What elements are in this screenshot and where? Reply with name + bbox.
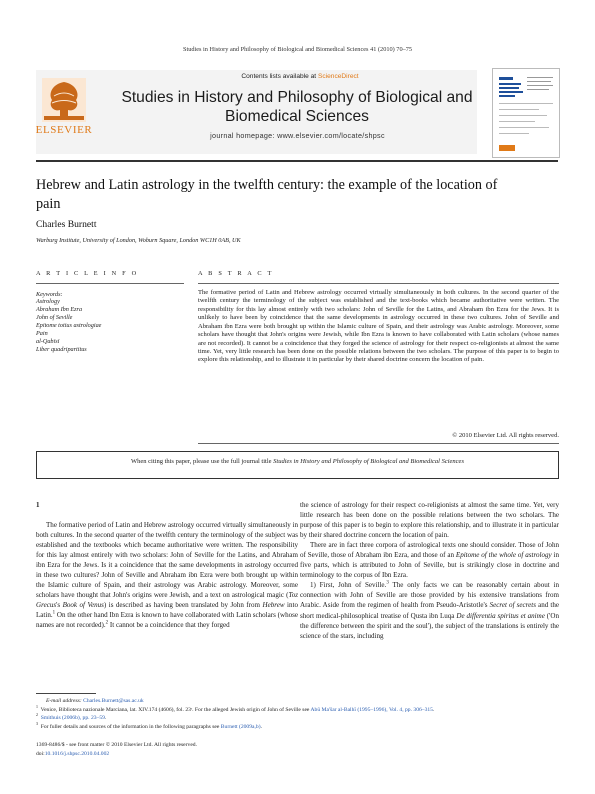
keywords-label: Keywords:: [36, 291, 63, 298]
body-paragraph: 1) First, John of Seville.$^3$ The only facts we can be reasonably certain about in connection with John of Seville are those provided by his extensive translations from Arabic. Aside from the regimen of health from Pseudo-Aristotle's Secret of secrets and the short medical-philosophical treatise of Qusta ibn Luqa De differentia spiritus et anime ('On the difference between the spirit and the soul'), the subject of the translations is entirely the science of the stars, including: [300, 581, 559, 640]
author-affiliation: Warburg Institute, University of London, Woburn Square, London WC1H 0AB, UK: [36, 237, 241, 244]
doi-link[interactable]: 10.1016/j.shpsc.2010.04.002: [44, 751, 110, 757]
reference-link[interactable]: Burnett (2009a,b): [220, 723, 261, 730]
abstract-heading: A B S T R A C T: [198, 270, 274, 277]
author-name: Charles Burnett: [36, 219, 97, 230]
keyword-item: Astrology: [36, 298, 60, 305]
journal-cover-thumbnail: [492, 68, 560, 158]
author-email-note: E-mail address: Charles.Burnett@sas.ac.uk: [46, 698, 144, 704]
footnote-2: $^2$ Smithuis (2006b), pp. 23–59.: [36, 713, 107, 722]
journal-title: Studies in History and Philosophy of Biological and Biomedical Sciences: [121, 89, 473, 125]
footnote-rule: [36, 693, 96, 694]
journal-homepage[interactable]: journal homepage: www.elsevier.com/locate/shpsc: [210, 131, 385, 140]
footnotes: [36, 697, 559, 731]
elsevier-tree-logo-icon: [40, 76, 88, 124]
masthead-rule: [36, 160, 558, 162]
issn-line: 1369-8486/$ - see front matter © 2010 Elsevier Ltd. All rights reserved.: [36, 742, 197, 748]
keyword-item: Epitome totius astrologiae: [36, 322, 102, 329]
citation-notice-prefix: When citing this paper, please use the full journal title: [131, 458, 274, 465]
article-info-heading: A R T I C L E I N F O: [36, 270, 139, 277]
sciencedirect-link[interactable]: ScienceDirect: [317, 73, 359, 80]
reference-link[interactable]: Smithuis (2006b), pp. 23–59: [40, 715, 105, 722]
running-head: Studies in History and Philosophy of Biological and Biomedical Sciences 41 (2010) 70–75: [182, 46, 413, 53]
keyword-item: Liber quadripartitus: [36, 346, 87, 353]
article-title: Hebrew and Latin astrology in the twelfth century: the example of the location of pain: [36, 177, 498, 212]
body-right-column: [300, 500, 559, 641]
citation-notice: [36, 458, 559, 465]
abstract-bottom-rule: [198, 443, 559, 444]
keywords-list: [36, 298, 101, 354]
keyword-item: Pain: [36, 330, 48, 337]
elsevier-wordmark: ELSEVIER: [35, 124, 93, 136]
abstract-rule: [198, 283, 559, 284]
abstract-text: The formative period of Latin and Hebrew astrology occurred virtually simultaneously in both cultures. In the second quarter of the twelfth century the terminology of the subject was established and the text-books which became authoritative were written. The responsibility for this lay almost entirely with two scholars: John of Seville for the Latins, and Abraham ibn Ezra for the Jews. It is unlikely to have been by coincidence that the same developments in astrology occurred in these two cultures. John of Seville and Abraham ibn Ezra were both brought up within the Islamic culture of Spain, and their astrology was Arabic astrology. Moreover, some scholars have thought that John's origins were Jewish, while Ibn Ezra is known to have collaborated with Latin scholars (whose names are not recorded). It cannot be a coincidence that they forged the science of astrology for their respect co-religionists at almost the same time. Yet, very little research has been done on the possible relations between the two scholars. The purpose of this paper is to begin to explore this relationship, and to illustrate it in particular by their shared doctrine concern the location of pain.: [198, 289, 559, 364]
keyword-item: al-Qabīsī: [36, 338, 60, 345]
footnote-3: $^3$ For fuller details and sources of the information in the following paragraphs see Burnett (2009a,b).: [36, 721, 262, 730]
article-info-rule: [36, 283, 184, 284]
citation-notice-journal: Studies in History and Philosophy of Biological and Biomedical Sciences: [273, 458, 464, 465]
reference-link[interactable]: Abū Ma'šar al-Balhī (1995–1996), Vol. 4, pp. 306–315: [310, 706, 433, 713]
keyword-item: John of Seville: [36, 314, 73, 321]
body-paragraph: There are in fact three corpora of astrological texts one should consider. Those of John of Seville, those of Abraham ibn Ezra, and those of an Epitome of the whole of astrology in five parts, which is attributed to John of Seville, but is strikingly close in doctrine and terminology to the corpus of Ibn Ezra.: [300, 541, 560, 580]
issn-doi-block: [36, 741, 197, 759]
citation-notice-box: [36, 451, 559, 479]
doi-line: doi:10.1016/j.shpsc.2010.04.002: [36, 751, 110, 757]
footnote-1: $^1$ Venice, Biblioteca nazionale Marciana, lat. XIV.174 (4606), fol. 23ʳ. For the alleged Jewish origin of John of Seville see Abū Ma'šar al-Balhī (1995–1996), Vol. 4, pp. 306–315.: [36, 704, 435, 713]
abstract-copyright: © 2010 Elsevier Ltd. All rights reserved.: [452, 432, 559, 439]
contents-prefix: Contents lists available at: [241, 73, 318, 80]
body-left-column: [36, 520, 298, 631]
footnote-ref[interactable]: 2: [105, 621, 109, 627]
author-email-link[interactable]: Charles.Burnett@sas.ac.uk: [83, 698, 144, 704]
footnote-ref[interactable]: 3: [386, 581, 389, 587]
footnote-ref[interactable]: 1: [52, 611, 56, 617]
keyword-item: Abraham Ibn Ezra: [36, 306, 83, 313]
section-number: 1: [36, 501, 40, 509]
body-paragraph: the science of astrology for their respect co-religionists at almost the same time. Yet, very little research has been done on the possible relations between the two scholars. The purpose of this paper is to begin to explore this relationship, and to illustrate it in particular by their shared doctrine concern the location of pain.: [300, 501, 559, 540]
body-paragraph: The formative period of Latin and Hebrew astrology occurred virtually simultaneously in both cultures. In the second quarter of the twelfth century the terminology of the subject was established and the textbooks which became authoritative were written. The responsibility for this lay almost entirely with two scholars: John of Seville for the Latins, and Abraham ibn Ezra for the Jews. Is it a coincidence that the same developments in astrology occurred in these two cultures? John of Seville and Abraham ibn Ezra were both brought up within the Islamic culture of Spain, and their astrology was Arabic astrology. Moreover, some scholars have thought that John's origins were Jewish, and a text on astrological magic (Toz Grecus's Book of Venus) is described as having been translated by John from Hebrew into Latin.$^1$ On the other hand Ibn Ezra is known to have collaborated with Latin scholars (whose names are not recorded).$^2$ It cannot be a coincidence that they forged: [36, 521, 298, 630]
contents-line: [160, 73, 440, 80]
